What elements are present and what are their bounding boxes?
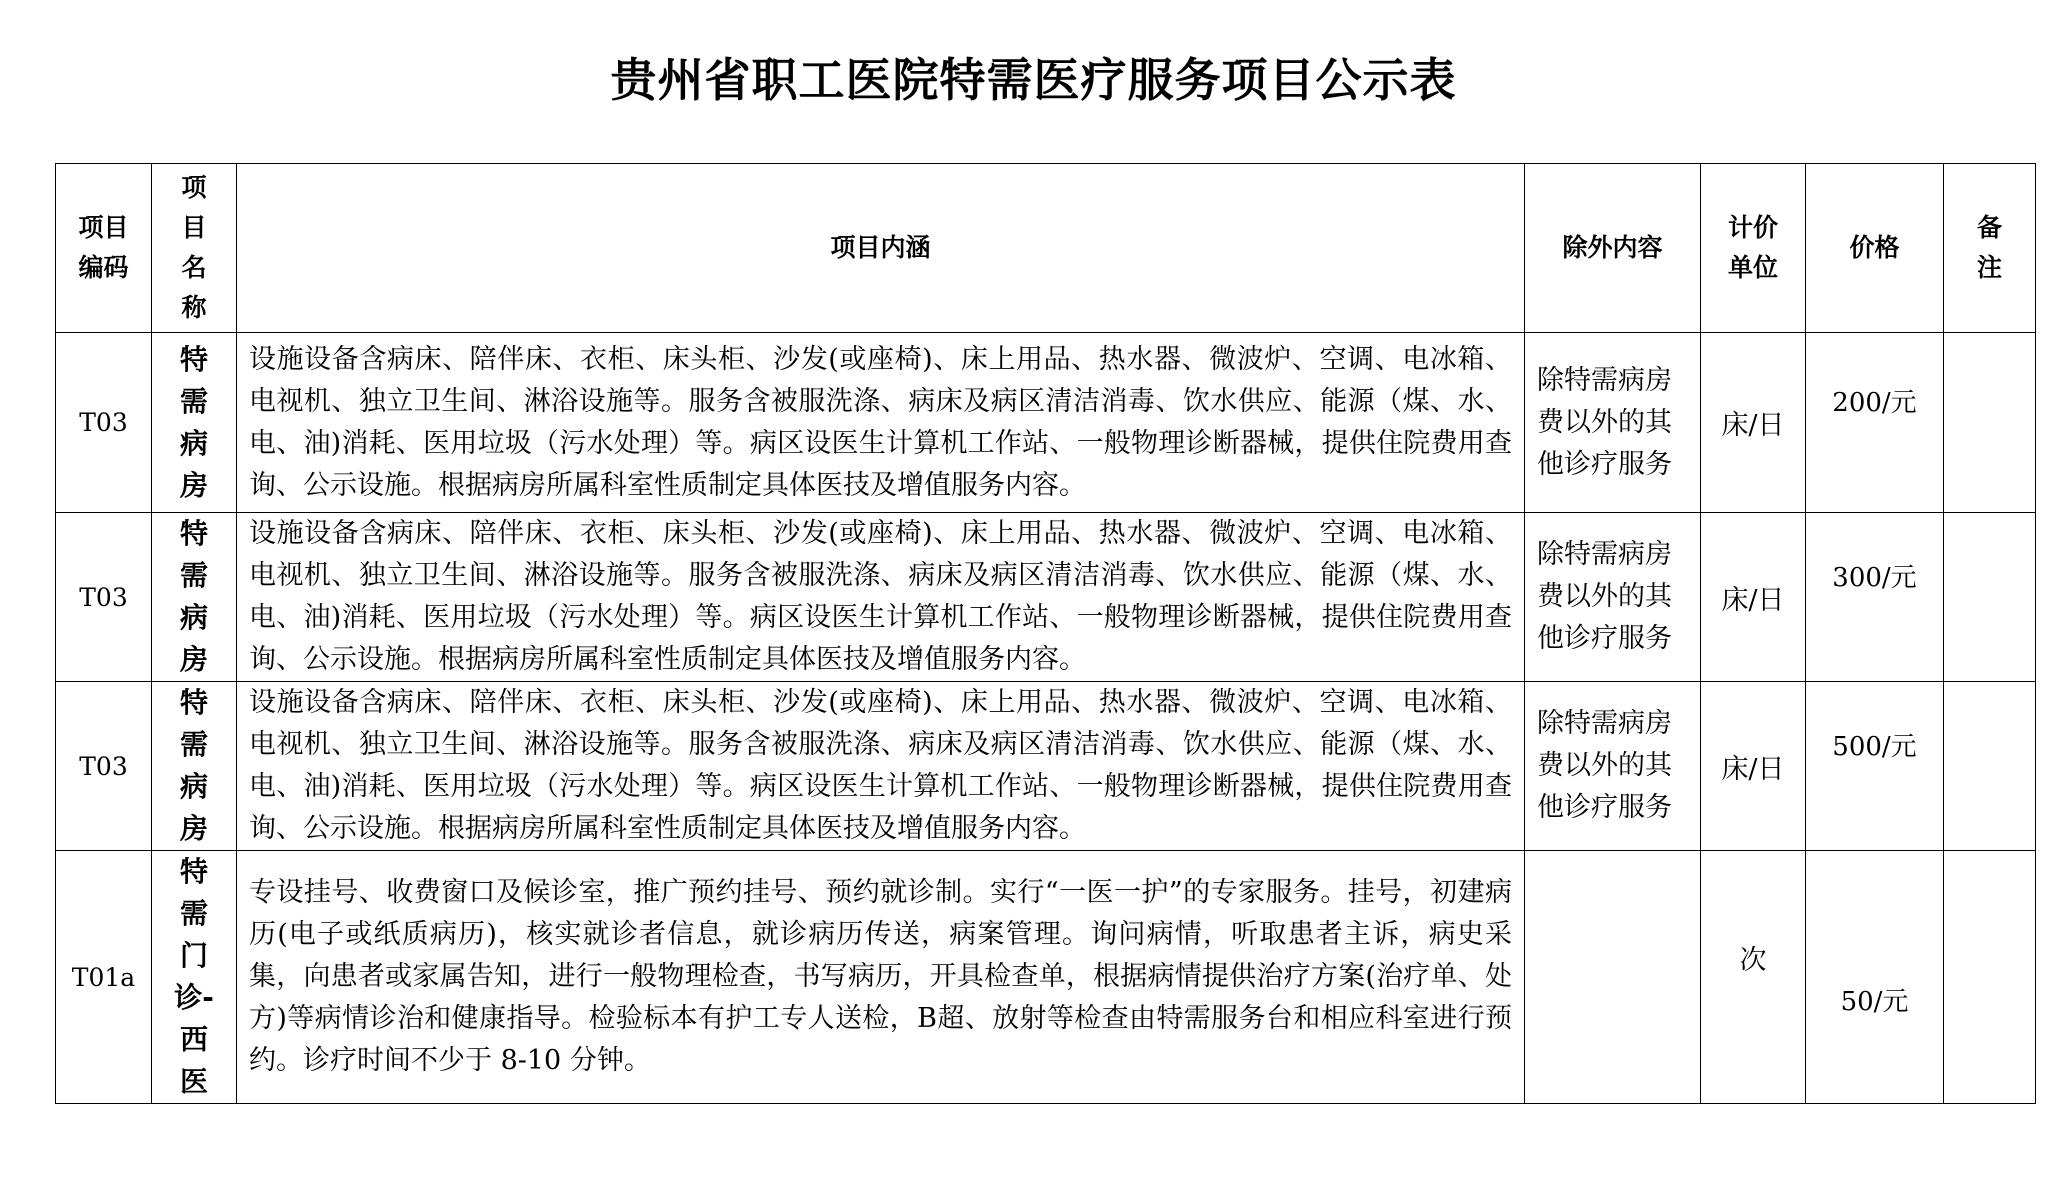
item-name: 特 需 门 诊- 西 医: [152, 851, 237, 1104]
item-content: 设施设备含病床、陪伴床、衣柜、床头柜、沙发(或座椅)、床上用品、热水器、微波炉、空调、电冰箱、电视机、独立卫生间、淋浴设施等。服务含被服洗涤、病床及病区清洁消毒、饮水供应、能源（煤、水、电、油)消耗、医用垃圾（污水处理）等。病区设医生计算机工作站、一般物理诊断器械，提供住院费用查询、公示设施。根据病房所属科室性质制定具体医技及增值服务内容。: [237, 333, 1525, 513]
item-exclusion: 除特需病房费以外的其他诊疗服务: [1525, 333, 1701, 513]
item-price: 50/元: [1806, 851, 1944, 1104]
header-unit: 计价 单位: [1701, 164, 1806, 333]
item-code: T03: [56, 682, 152, 851]
item-unit: 次: [1701, 851, 1806, 1104]
item-content: 专设挂号、收费窗口及候诊室，推广预约挂号、预约就诊制。实行“一医一护”的专家服务。挂号，初建病历(电子或纸质病历)，核实就诊者信息，就诊病历传送，病案管理。询问病情，听取患者主诉，病史采集，向患者或家属告知，进行一般物理检查，书写病历，开具检查单，根据病情提供治疗方案(治疗单、处方)等病情诊治和健康指导。检验标本有护工专人送检，B超、放射等检查由特需服务台和相应科室进行预约。诊疗时间不少于 8-10 分钟。: [237, 851, 1525, 1104]
item-unit: 床/日: [1701, 513, 1806, 682]
table-row: [56, 851, 2036, 1104]
item-price: 500/元: [1806, 682, 1944, 851]
header-price: 价格: [1806, 164, 1944, 333]
table-row: [56, 513, 2036, 682]
header-code: 项目 编码: [56, 164, 152, 333]
table-row: [56, 682, 2036, 851]
item-price: 300/元: [1806, 513, 1944, 682]
item-price: 200/元: [1806, 333, 1944, 513]
header-row: [56, 164, 2036, 333]
item-name: 特 需 病 房: [152, 513, 237, 682]
item-note: [1944, 682, 2036, 851]
item-name: 特 需 病 房: [152, 682, 237, 851]
item-code: T03: [56, 513, 152, 682]
header-content: 项目内涵: [237, 164, 1525, 333]
item-name: 特 需 病 房: [152, 333, 237, 513]
table-row: [56, 333, 2036, 513]
item-note: [1944, 851, 2036, 1104]
item-note: [1944, 513, 2036, 682]
item-exclusion: 除特需病房费以外的其他诊疗服务: [1525, 682, 1701, 851]
item-exclusion: 除特需病房费以外的其他诊疗服务: [1525, 513, 1701, 682]
header-name: 项 目 名 称: [152, 164, 237, 333]
document-title: 贵州省职工医院特需医疗服务项目公示表: [610, 53, 1457, 107]
item-note: [1944, 333, 2036, 513]
item-content: 设施设备含病床、陪伴床、衣柜、床头柜、沙发(或座椅)、床上用品、热水器、微波炉、空调、电冰箱、电视机、独立卫生间、淋浴设施等。服务含被服洗涤、病床及病区清洁消毒、饮水供应、能源（煤、水、电、油)消耗、医用垃圾（污水处理）等。病区设医生计算机工作站、一般物理诊断器械，提供住院费用查询、公示设施。根据病房所属科室性质制定具体医技及增值服务内容。: [237, 513, 1525, 682]
item-code: T03: [56, 333, 152, 513]
header-note: 备 注: [1944, 164, 2036, 333]
item-content: 设施设备含病床、陪伴床、衣柜、床头柜、沙发(或座椅)、床上用品、热水器、微波炉、空调、电冰箱、电视机、独立卫生间、淋浴设施等。服务含被服洗涤、病床及病区清洁消毒、饮水供应、能源（煤、水、电、油)消耗、医用垃圾（污水处理）等。病区设医生计算机工作站、一般物理诊断器械，提供住院费用查询、公示设施。根据病房所属科室性质制定具体医技及增值服务内容。: [237, 682, 1525, 851]
item-unit: 床/日: [1701, 333, 1806, 513]
header-exclusion: 除外内容: [1525, 164, 1701, 333]
fee-table: [55, 163, 2036, 1104]
item-exclusion: [1525, 851, 1701, 1104]
item-unit: 床/日: [1701, 682, 1806, 851]
item-code: T01a: [56, 851, 152, 1104]
